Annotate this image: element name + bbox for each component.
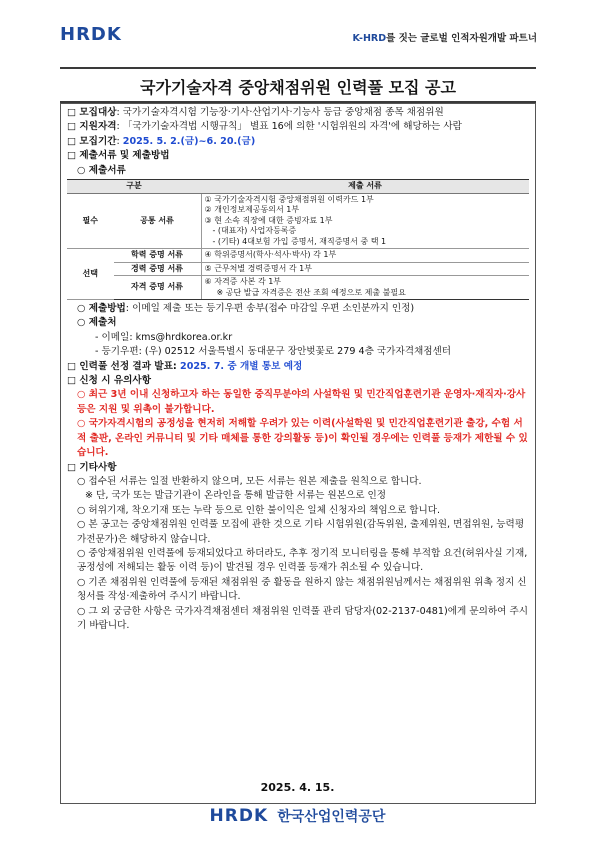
common-item: ③ 현 소속 직장에 대한 증빙자료 1부 — [204, 215, 333, 225]
license-item: ※ 공단 발급 자격증은 전산 조회 예정으로 제출 불필요 — [216, 287, 406, 297]
common-item: - (대표자) 사업자등록증 — [212, 226, 297, 236]
required-cell: 필수 — [67, 193, 114, 249]
footer-logo — [0, 806, 595, 826]
notice-item: ○ 국가자격시험의 공정성을 현저히 저해할 우려가 있는 이력(사설학원 및 민간직업훈련기관 출강, 수험 서적 출판, 온라인 커뮤니티 및 기타 매체를 통한 강의활동 등)이 확인될 경우에는 인력풀 등재가 제한될 수 있습니다. — [77, 418, 528, 459]
notice-date: 2025. 4. 15. — [260, 781, 335, 794]
edu-item: ④ 학위증명서(학사·석사·박사) 각 1부 — [201, 249, 529, 263]
notice-body — [60, 103, 536, 804]
method-line — [67, 302, 529, 316]
etc-item: ○ 기존 채점위원 인력풀에 등재된 채점위원 중 활동을 원하지 않는 채점위원님께서는 채점위원 위촉 정지 신청서를 작성·제출하여 주시기 바랍니다. — [77, 576, 527, 603]
etc-heading: □ 기타사항 — [67, 461, 117, 473]
etc-item: ○ 본 공고는 중앙채점위원 인력풀 모집에 관한 것으로 기타 시험위원(감독위원, 출제위원, 면접위원, 능력평가전문가)은 해당하지 않습니다. — [77, 519, 525, 545]
period-label: □ 모집기간 — [67, 135, 117, 147]
etc-item: ○ 허위기재, 착오기재 또는 누락 등으로 인한 불이익은 일체 신청자의 책임으로 합니다. — [77, 504, 441, 516]
target-line — [67, 106, 529, 120]
common-item: ① 국가기술자격시험 중앙채점위원 이력카드 1부 — [204, 194, 374, 204]
tagline-text: 를 짓는 글로벌 인적자원개발 파트너 — [386, 33, 537, 44]
dest-mail: - 등기우편: (우) 02512 서울특별시 동대문구 장안벚꽃로 279 4층 국가자격채점센터 — [95, 346, 452, 358]
announce-label: □ 인력풀 선정 결과 발표 — [67, 360, 173, 372]
method-label: ○ 제출방법 — [77, 303, 126, 315]
table-head-category: 구분 — [67, 180, 201, 194]
common-item: ② 개인정보제공동의서 1부 — [204, 205, 300, 215]
page-header — [0, 0, 595, 50]
career-item: ⑤ 근무처별 경력증명서 각 1부 — [201, 262, 529, 276]
tagline-brand: K-HRD — [352, 33, 387, 44]
license-item: ⑥ 자격증 사본 각 1부 — [204, 277, 282, 287]
etc-item: ○ 중앙채점위원 인력풀에 등재되었다고 하더라도, 추후 정기적 모니터링을 통해 부적합 요건(허위사실 기재, 공정성에 저해되는 활동 이력 등)이 발견될 경우 인력풀 등재가 취소될 수 있습니다. — [77, 547, 528, 574]
target-text: : 국가기술자격시험 기능장·기사·산업기사·기능사 등급 중앙채점 종목 채점위원 — [116, 107, 444, 118]
period-text: 2025. 5. 2.(금)~6. 20.(금) — [122, 135, 256, 147]
hrdk-logo: HRDK — [60, 24, 122, 45]
docs-table — [67, 179, 529, 300]
method-text: : 이메일 제출 또는 등기우편 송부(접수 마감일 우편 소인분까지 인정) — [125, 303, 415, 315]
notice-heading: □ 신청 시 유의사항 — [67, 375, 151, 387]
common-cell: 공통 서류 — [114, 193, 201, 249]
etc-item: ○ 접수된 서류는 일절 반환하지 않으며, 모든 서류는 원본 제출을 원칙으로 합니다. — [77, 475, 422, 487]
announce-line: □ 인력풀 선정 결과 발표: 2025. 7. 중 개별 통보 예정 — [67, 360, 303, 372]
license-items — [201, 276, 529, 300]
footer-brand: HRDK — [209, 806, 269, 826]
etc-note: ※ 단, 국가 또는 발급기관이 온라인을 통해 발급한 서류는 원본으로 인정 — [85, 490, 387, 502]
announce-text: 2025. 7. 중 개별 통보 예정 — [180, 360, 303, 372]
qual-line — [67, 120, 529, 134]
notice-item: ○ 최근 3년 이내 신청하고자 하는 동일한 중직무분야의 사설학원 및 민간직업훈련기관 운영자·재직자·강사 등은 지원 및 위촉이 불가합니다. — [77, 389, 526, 415]
license-cell: 자격 증명 서류 — [114, 276, 201, 300]
table-head-docs: 제출 서류 — [201, 180, 529, 194]
career-cell: 경력 증명 서류 — [114, 262, 201, 276]
target-label: □ 모집대상 — [67, 107, 117, 118]
common-items — [201, 193, 529, 249]
docs-subheading: ○ 제출서류 — [77, 164, 126, 176]
edu-cell: 학력 증명 서류 — [114, 249, 201, 263]
dest-label: ○ 제출처 — [77, 317, 117, 329]
docs-heading: □ 제출서류 및 제출방법 — [67, 150, 170, 162]
qual-text: : 「국가기술자격법 시행규칙」 별표 16에 의한 '시험위원의 자격'에 해당하는 사람 — [116, 121, 462, 133]
tagline — [352, 30, 537, 44]
common-item: - (기타) 4대보험 가입 증명서, 재직증명서 중 택 1 — [212, 236, 387, 246]
etc-item: ○ 그 외 궁금한 사항은 국가자격채점센터 채점위원 인력풀 관리 담당자(02-2137-0481)에게 문의하여 주시기 바랍니다. — [77, 605, 528, 631]
period-line: □ 모집기간: 2025. 5. 2.(금)~6. 20.(금) — [67, 135, 256, 147]
qual-label: □ 지원자격 — [67, 121, 117, 133]
title-box — [60, 67, 536, 103]
dest-email: - 이메일: kms@hrdkorea.or.kr — [95, 331, 233, 343]
footer-org: 한국산업인력공단 — [277, 809, 386, 825]
page-title: 국가기술자격 중앙채점위원 인력풀 모집 공고 — [140, 78, 456, 97]
optional-cell: 선택 — [67, 249, 114, 300]
